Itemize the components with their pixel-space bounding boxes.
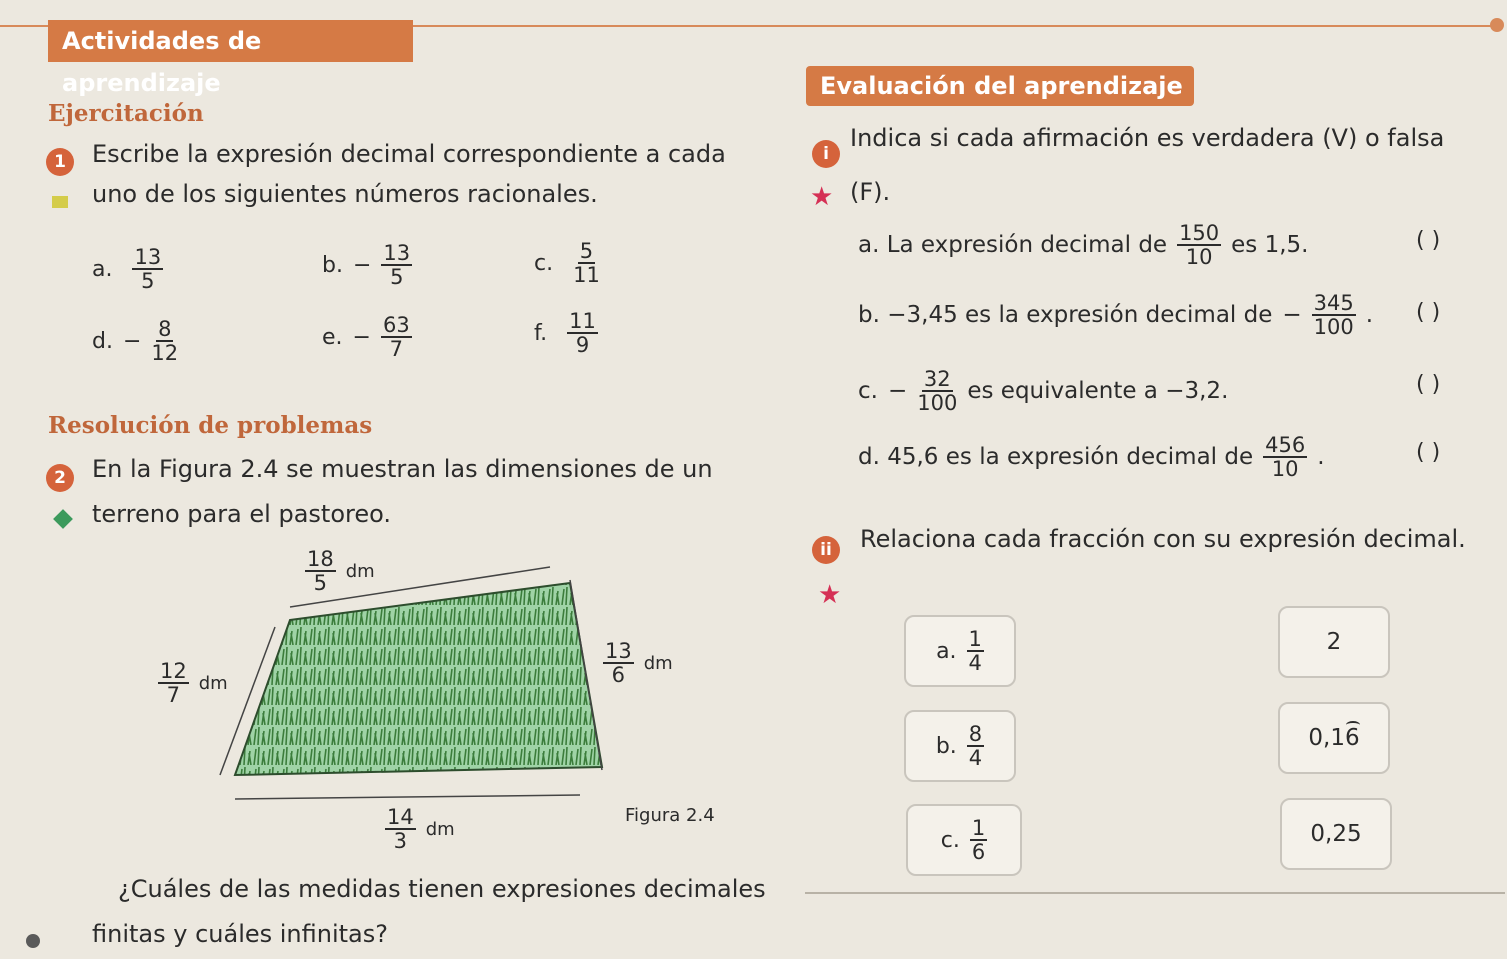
answer-slot-a[interactable]: ( ) [1416, 228, 1441, 253]
question-ii-text: Relaciona cada fracción con su expresión decimal. [860, 525, 1466, 553]
match-right-2[interactable] [1278, 702, 1390, 774]
header-dot [1490, 18, 1504, 32]
question-1-text-line2: uno de los siguientes números racionales. [92, 180, 598, 208]
fraction [1263, 434, 1307, 480]
answer-slot-c[interactable]: ( ) [1416, 372, 1441, 397]
question-2-question-line1: ¿Cuáles de las medidas tienen expresiones decimales [118, 875, 766, 903]
question-2-number: 2 [46, 464, 74, 492]
denominator: 100 [1313, 315, 1354, 339]
statement-text: . [1317, 444, 1325, 470]
top-measure [305, 548, 375, 594]
evaluation-banner: Evaluación del aprendizaje [806, 66, 1194, 106]
statement-text: es equivalente a −3,2. [967, 378, 1229, 404]
item-label: f. [534, 320, 548, 346]
denominator: 5 [141, 269, 155, 293]
difficulty-square-icon [52, 196, 68, 208]
sign: − [1282, 302, 1302, 328]
denominator: 7 [166, 683, 181, 707]
statement-text: b. −3,45 es la expresión decimal de [858, 302, 1273, 328]
item-sign: − [352, 324, 371, 350]
fraction [158, 660, 189, 706]
denominator: 4 [968, 746, 983, 770]
q1-item-d [92, 318, 178, 364]
bottom-measure [385, 806, 455, 852]
fraction [917, 368, 957, 414]
denominator: 10 [1271, 457, 1299, 481]
fraction [381, 314, 412, 360]
denominator: 100 [917, 391, 958, 415]
statement-label: c. [858, 378, 878, 404]
fraction [381, 242, 412, 288]
question-ii-number: ii [812, 536, 840, 564]
denominator: 10 [1185, 245, 1213, 269]
fraction [603, 640, 634, 686]
answer-slot-d[interactable]: ( ) [1416, 440, 1441, 465]
item-label: b. [322, 252, 343, 278]
denominator: 6 [971, 840, 986, 864]
item-label: a. [92, 256, 113, 282]
star-icon: ★ [818, 580, 842, 610]
match-fraction [941, 817, 987, 863]
item-label: c. [534, 250, 554, 276]
question-i-text-line1: Indica si cada afirmación es verdadera (V) o falsa [850, 124, 1445, 152]
fraction [567, 310, 598, 356]
item-label: a. [936, 638, 957, 664]
question-i-text-line2: (F). [850, 178, 891, 206]
section-divider [805, 892, 1505, 894]
numerator: 32 [923, 367, 951, 391]
denominator: 3 [393, 829, 408, 853]
numerator: 1 [971, 816, 986, 840]
question-1-text-line1: Escribe la expresión decimal correspondiente a cada [92, 140, 726, 168]
match-fraction [936, 628, 984, 674]
question-i-number: i [812, 140, 840, 168]
question-2-text-line1: En la Figura 2.4 se muestran las dimensiones de un [92, 455, 713, 483]
fraction [151, 318, 178, 364]
q1-item-c [534, 240, 600, 286]
fraction [132, 246, 163, 292]
unit-label: dm [198, 672, 228, 694]
numerator: 456 [1265, 433, 1306, 457]
fraction [305, 548, 336, 594]
statement-text: d. 45,6 es la expresión decimal de [858, 444, 1254, 470]
problems-title: Resolución de problemas [48, 412, 373, 439]
denominator: 4 [968, 651, 982, 675]
numerator: 11 [569, 309, 596, 333]
fraction [970, 817, 987, 863]
numerator: 63 [382, 313, 410, 337]
q1-item-f [534, 310, 598, 356]
q1-item-a [92, 246, 163, 292]
item-label: c. [940, 827, 960, 853]
question-1-number: 1 [46, 148, 74, 176]
denominator: 7 [389, 337, 404, 361]
numerator: 5 [579, 239, 594, 263]
exercise-title: Ejercitación [48, 100, 204, 127]
denominator: 11 [573, 263, 600, 287]
fraction [967, 628, 984, 674]
answer-slot-b[interactable]: ( ) [1416, 300, 1441, 325]
period-overline [1346, 721, 1360, 729]
numerator: 13 [605, 639, 632, 663]
q1-item-b [322, 242, 412, 288]
q1-item-e [322, 314, 412, 360]
numerator: 1 [968, 627, 982, 651]
numerator: 14 [387, 805, 414, 829]
numerator: 8 [158, 317, 172, 341]
statement-c [858, 368, 1228, 414]
figure-caption: Figura 2.4 [625, 805, 715, 826]
denominator: 5 [313, 571, 328, 595]
left-measure [158, 660, 228, 706]
denominator: 12 [151, 341, 179, 365]
item-label: d. [92, 328, 113, 354]
match-fraction [936, 723, 984, 769]
fraction [573, 240, 600, 286]
decimal-value: 0,16 [1308, 725, 1360, 751]
fraction [1312, 292, 1356, 338]
statement-text: . [1365, 302, 1374, 328]
statement-d [858, 434, 1325, 480]
numerator: 13 [383, 241, 411, 265]
question-2-text-line2: terreno para el pastoreo. [92, 500, 391, 528]
numerator: 345 [1313, 291, 1354, 315]
sign: − [887, 378, 908, 404]
unit-label: dm [425, 818, 455, 840]
bottom-dimension-line [235, 795, 580, 799]
statement-b [858, 292, 1373, 338]
fraction [385, 806, 416, 852]
denominator: 6 [611, 663, 626, 687]
statement-text: es 1,5. [1231, 232, 1309, 258]
numerator: 13 [134, 245, 162, 269]
decimal-value: 2 [1326, 629, 1342, 655]
match-right-1[interactable] [1278, 606, 1390, 678]
statement-text: a. La expresión decimal de [858, 232, 1168, 258]
numerator: 18 [307, 547, 334, 571]
decimal-value: 0,25 [1310, 821, 1362, 847]
item-sign: − [352, 252, 372, 278]
difficulty-diamond-icon [53, 509, 73, 529]
unit-label: dm [643, 652, 673, 674]
match-right-3[interactable] [1280, 798, 1392, 870]
unit-label: dm [345, 560, 375, 582]
bullet-dot-icon [26, 934, 40, 948]
star-icon: ★ [810, 182, 834, 212]
fraction [1177, 222, 1221, 268]
match-left-c[interactable] [906, 804, 1022, 876]
match-left-a[interactable] [904, 615, 1016, 687]
item-sign: − [122, 328, 142, 354]
numerator: 8 [968, 722, 983, 746]
denominator: 9 [575, 333, 590, 357]
question-2-question-line2: finitas y cuáles infinitas? [92, 920, 388, 948]
numerator: 12 [160, 659, 187, 683]
right-measure [603, 640, 673, 686]
terrain-shape [235, 583, 602, 775]
item-label: e. [322, 324, 343, 350]
denominator: 5 [390, 265, 404, 289]
fraction [967, 723, 984, 769]
item-label: b. [935, 733, 957, 759]
numerator: 150 [1179, 221, 1220, 245]
activities-banner: Actividades de aprendizaje [48, 20, 413, 62]
statement-a [858, 222, 1309, 268]
match-left-b[interactable] [904, 710, 1016, 782]
decimal-value-with-period [1308, 725, 1359, 751]
